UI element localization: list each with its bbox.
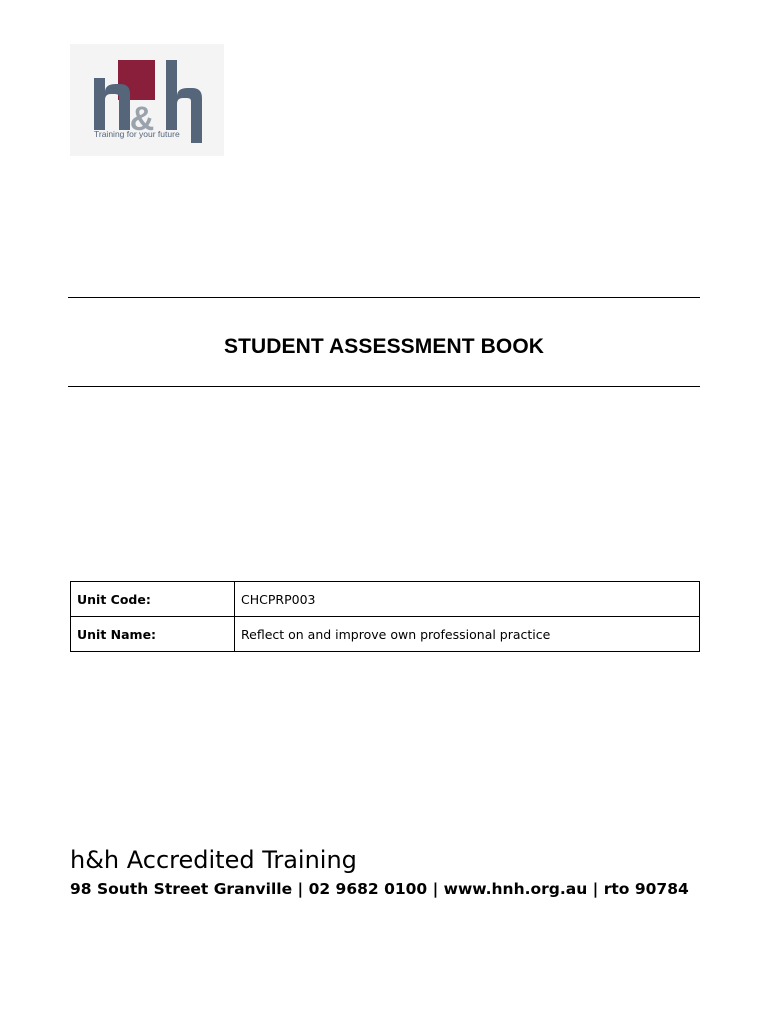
unit-details-table <box>70 581 700 652</box>
footer-contact-line: 98 South Street Granville | 02 9682 0100 | www.hnh.org.au | rto 90784 <box>70 880 689 898</box>
unit-code-value: CHCPRP003 <box>235 582 700 617</box>
title-divider-bottom <box>68 386 700 387</box>
unit-name-label: Unit Name: <box>71 617 235 652</box>
hnh-logo <box>70 44 224 156</box>
table-row <box>71 617 700 652</box>
document-title: STUDENT ASSESSMENT BOOK <box>223 335 545 358</box>
logo-tagline: Training for your future <box>94 129 180 139</box>
logo-ampersand: & <box>129 100 155 138</box>
hnh-logo-graphic <box>70 44 224 156</box>
table-row <box>71 582 700 617</box>
footer-organisation: h&h Accredited Training <box>70 846 357 874</box>
title-divider-top <box>68 297 700 298</box>
unit-code-label: Unit Code: <box>71 582 235 617</box>
unit-name-value: Reflect on and improve own professional practice <box>235 617 700 652</box>
